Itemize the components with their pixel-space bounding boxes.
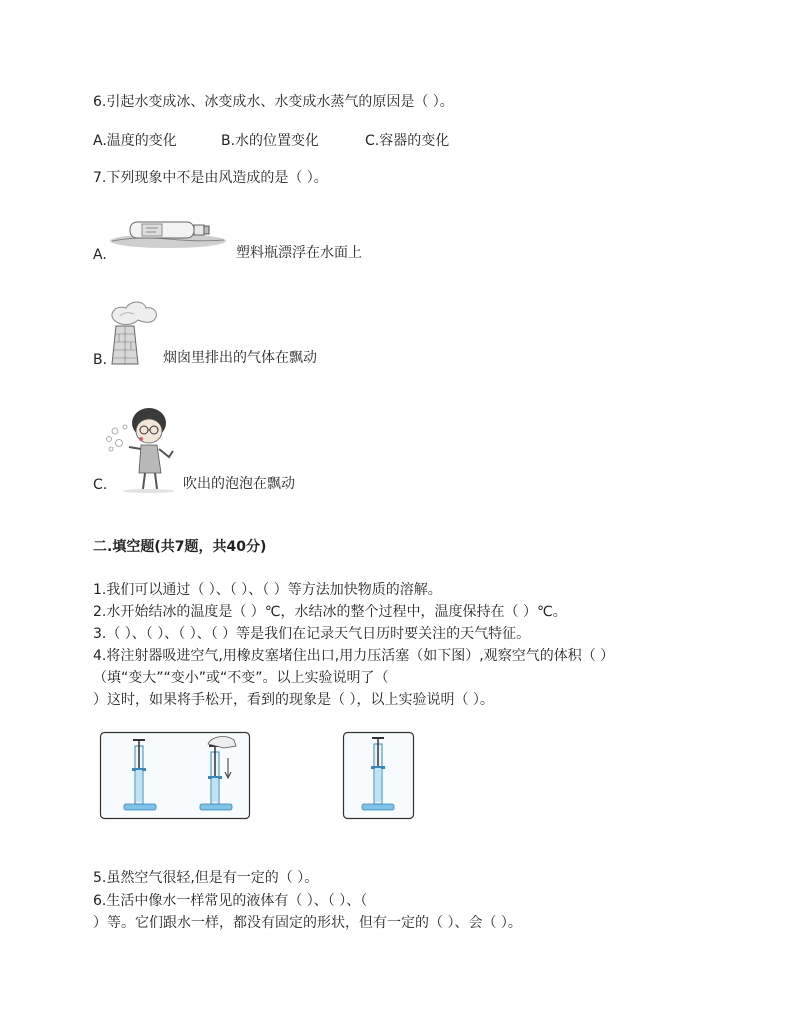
fill-question-6-line-1: 6.生活中像水一样常见的液体有（ ）、（ ）、（ xyxy=(93,893,368,909)
chimney-smoke-image xyxy=(104,298,160,368)
question-7-option-c-text: 吹出的泡泡在飘动 xyxy=(183,476,295,492)
question-7-option-a-letter: A. xyxy=(93,247,107,263)
child-blowing-bubbles-image xyxy=(103,403,183,493)
floating-bottle-image xyxy=(108,214,228,250)
fill-question-2: 2.水开始结冰的温度是（ ）℃，水结冰的整个过程中，温度保持在（ ）℃。 xyxy=(93,604,567,620)
question-7-option-b-text: 烟囱里排出的气体在飘动 xyxy=(163,350,317,366)
fill-question-3: 3.（ ）、（ ）、（ ）、（ ）等是我们在记录天气日历时要关注的天气特征。 xyxy=(93,626,531,642)
fill-question-4-line-1: 4.将注射器吸进空气,用橡皮塞堵住出口,用力压活塞（如下图）,观察空气的体积（ ） xyxy=(93,648,615,664)
question-7-option-b-letter: B. xyxy=(93,352,108,368)
question-6-option-c: C.容器的变化 xyxy=(365,133,450,149)
question-7-stem: 7.下列现象中不是由风造成的是（ ）。 xyxy=(93,170,328,186)
fill-question-4-line-2: （填“变大”“变小”或“不变”。以上实验说明了（ xyxy=(93,670,389,686)
question-7-option-a-text: 塑料瓶漂浮在水面上 xyxy=(236,245,362,261)
fill-question-1: 1.我们可以通过（ ）、（ ）、（ ）等方法加快物质的溶解。 xyxy=(93,582,442,598)
question-6-stem: 6.引起水变成冰、冰变成水、水变成水蒸气的原因是（ ）。 xyxy=(93,94,454,110)
syringe-experiment-image xyxy=(100,732,420,822)
fill-question-5: 5.虽然空气很轻,但是有一定的（ ）。 xyxy=(93,870,319,886)
question-6-option-a: A.温度的变化 xyxy=(93,133,177,149)
section-2-title: 二.填空题(共7题，共40分) xyxy=(93,539,267,555)
fill-question-6-line-2: ）等。它们跟水一样，都没有固定的形状，但有一定的（ ）、会（ ）。 xyxy=(93,915,522,931)
question-6-option-b: B.水的位置变化 xyxy=(221,133,320,149)
question-7-option-c-letter: C. xyxy=(93,477,108,493)
fill-question-4-line-3: ）这时，如果将手松开，看到的现象是（ ），以上实验说明（ ）。 xyxy=(93,692,494,708)
